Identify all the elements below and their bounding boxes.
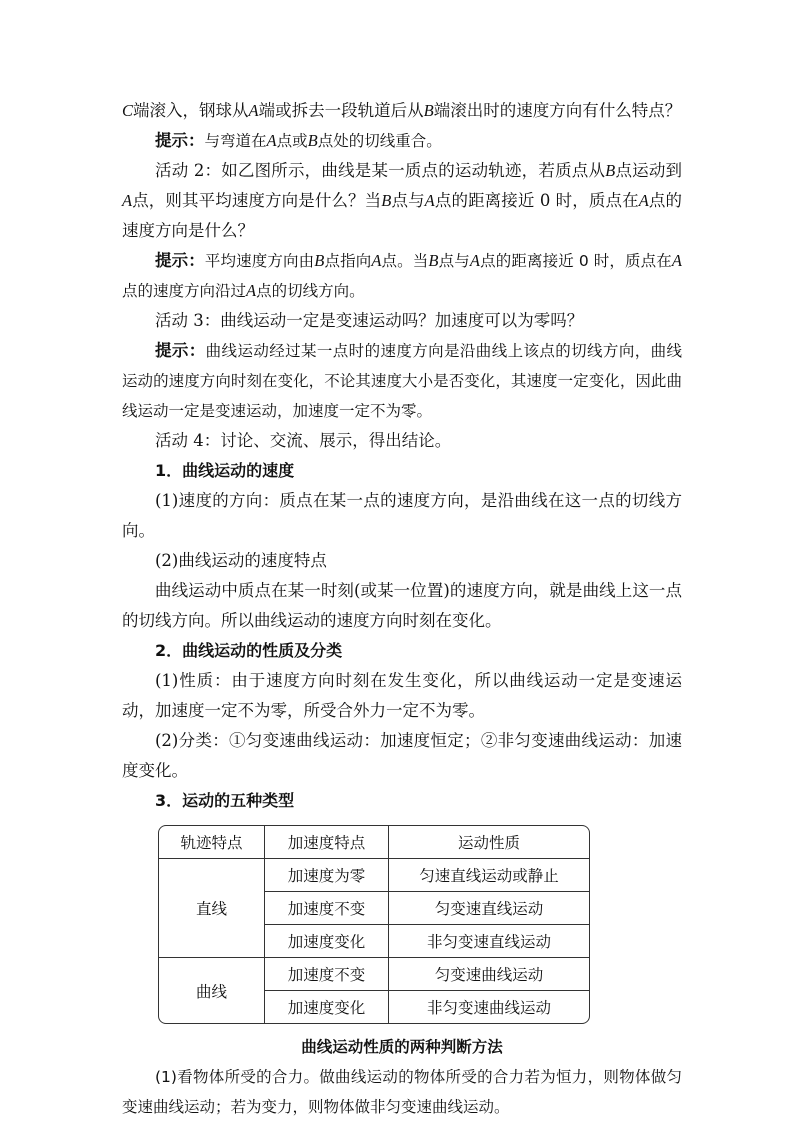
section-1-para-3: 曲线运动中质点在某一时刻(或某一位置)的速度方向，就是曲线上这一点的切线方向。所以曲线运动的速度方向时刻在变化。 [122,581,682,630]
activity-label: 活动 4： [155,431,221,450]
section-2-heading: 2．曲线运动的性质及分类 [155,641,343,660]
activity-label: 活动 2： [155,161,222,180]
italic-c: C [122,101,134,120]
table-cell: 匀速直线运动或静止 [389,859,589,892]
hint-label: 提示： [155,341,206,360]
method-title: 曲线运动性质的两种判断方法 [301,1038,503,1056]
table-cell: 非匀变速直线运动 [389,925,589,958]
table-row [159,958,589,991]
table-row [159,859,589,892]
group-label-cell: 曲线 [159,958,265,1023]
table-header-row [159,826,589,859]
activity-4: 活动 4：讨论、交流、展示，得出结论。 [155,431,452,450]
table-header-cell: 加速度特点 [265,826,389,859]
table-cell: 匀变速直线运动 [389,892,589,925]
hint-2: 提示：平均速度方向由B点指向A点。当B点与A点的距离接近 0 时，质点在A点的速度方向沿过A点的切线方向。 [122,251,682,300]
section-2-para-2: (2)分类：①匀变速曲线运动：加速度恒定；②非匀变速曲线运动：加速度变化。 [122,731,682,780]
section-1-heading: 1．曲线运动的速度 [155,461,295,480]
group-label-cell: 直线 [159,859,265,958]
table-cell: 加速度变化 [265,925,389,958]
table-header-cell: 运动性质 [389,826,589,859]
table-header-cell: 轨迹特点 [159,826,265,859]
table-cell: 加速度不变 [265,892,389,925]
hint-1: 提示：与弯道在A点或B点处的切线重合。 [155,131,442,150]
paragraph-question-continued: C端滚入，钢球从A端或拆去一段轨道后从B端滚出时的速度方向有什么特点？ [122,101,682,120]
table-cell: 加速度为零 [265,859,389,892]
table-cell: 加速度变化 [265,991,389,1023]
activity-label: 活动 3： [155,311,221,330]
hint-3: 提示：曲线运动经过某一点时的速度方向是沿曲线上该点的切线方向，曲线运动的速度方向时刻在变化，不论其速度大小是否变化，其速度一定变化，因此曲线运动一定是变速运动，加速度一定不为零。 [122,341,682,420]
activity-3: 活动 3：曲线运动一定是变速运动吗？加速度可以为零吗？ [155,311,584,330]
document-content [122,96,682,1122]
section-1-para-1: (1)速度的方向：质点在某一点的速度方向，是沿曲线在这一点的切线方向。 [122,491,682,540]
table-cell: 加速度不变 [265,958,389,991]
section-2-para-1: (1)性质：由于速度方向时刻在发生变化，所以曲线运动一定是变速运动，加速度一定不为零，所受合外力一定不为零。 [122,671,682,720]
section-3-heading: 3．运动的五种类型 [155,791,295,810]
motion-types-table [158,825,590,1024]
table-cell: 匀变速曲线运动 [389,958,589,991]
method-para-1: (1)看物体所受的合力。做曲线运动的物体所受的合力若为恒力，则物体做匀变速曲线运动；若为变力，则物体做非匀变速曲线运动。 [122,1068,682,1116]
hint-label: 提示： [155,131,205,150]
activity-2: 活动 2：如乙图所示，曲线是某一质点的运动轨迹，若质点从B点运动到A点，则其平均速度方向是什么？当B点与A点的距离接近 0 时，质点在A点的速度方向是什么？ [122,161,683,240]
section-1-para-2: (2)曲线运动的速度特点 [155,551,327,570]
hint-label: 提示： [155,251,205,270]
table-cell: 非匀变速曲线运动 [426,999,551,1017]
